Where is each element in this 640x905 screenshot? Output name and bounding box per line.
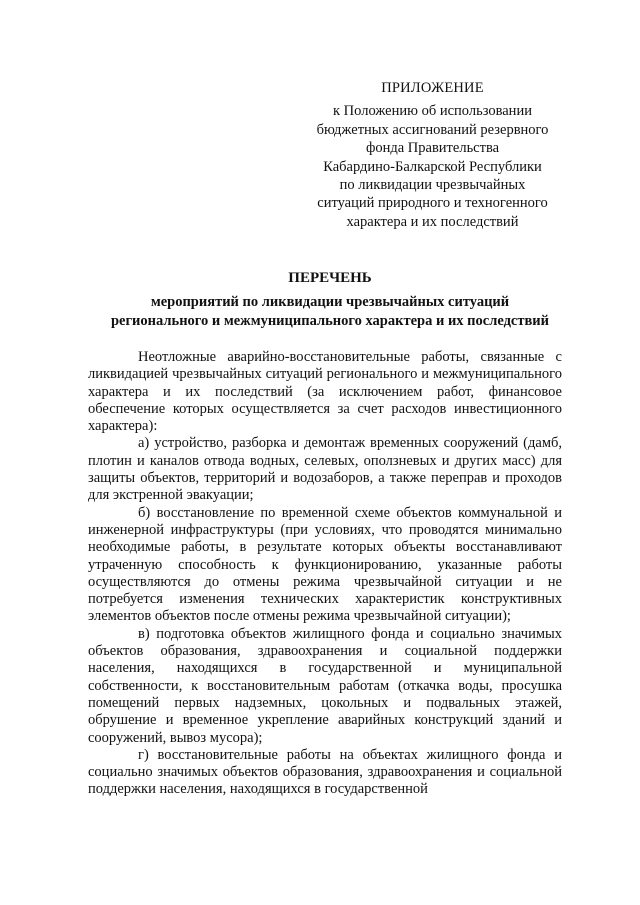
appendix-line: по ликвидации чрезвычайных (339, 177, 526, 194)
paragraph-item-g: г) восстановительные работы на объектах жилищного фонда и социально значимых объектов образования, здравоохранения и социальной поддержки населения, находящихся в государственной (88, 746, 562, 798)
subtitle-line: регионального и межмуниципального характера и их последствий (110, 312, 550, 329)
document-body (88, 349, 562, 799)
appendix-line: Кабардино-Балкарской Республики (323, 158, 542, 175)
appendix-line: к Положению об использовании (333, 103, 532, 120)
appendix-line: фонда Правительства (365, 140, 500, 157)
appendix-block (300, 79, 565, 231)
appendix-line: характера и их последствий (346, 213, 519, 230)
document-title: ПЕРЕЧЕНЬ (288, 270, 372, 286)
paragraph-item-a: а) устройство, разборка и демонтаж временных сооружений (дамб, плотин и каналов отвода водных, селевых, оползневых и других масс) для защиты объектов, территорий и водозаборов, а также переправ и проходов для экстренной эвакуации; (88, 435, 562, 504)
appendix-line: ситуаций природного и техногенного (317, 195, 548, 212)
appendix-title: ПРИЛОЖЕНИЕ (381, 80, 484, 96)
subtitle-line: мероприятий по ликвидации чрезвычайных ситуаций (150, 294, 510, 310)
paragraph-intro: Неотложные аварийно-восстановительные работы, связанные с ликвидацией чрезвычайных ситуаций регионального и межмуниципального характера и их последствий (за исключением работ, финансовое обеспечение которых осуществляется за счет расходов инвестиционного характера): (88, 349, 562, 435)
paragraph-item-v: в) подготовка объектов жилищного фонда и социально значимых объектов образования, здравоохранения и социальной поддержки населения, находящихся в государственной и муниципальной собственности, к восстановительным работам (откачка воды, просушка помещений первых надземных, цокольных и подвальных этажей, обрушение и временное укрепление аварийных конструкций зданий и сооружений, вывоз мусора); (88, 625, 562, 746)
document-subtitle (80, 293, 580, 330)
appendix-line: бюджетных ассигнований резервного (316, 121, 549, 138)
paragraph-item-b: б) восстановление по временной схеме объектов коммунальной и инженерной инфраструктуры (при условиях, что проводятся минимально необходимые работы, в результате которых объекты восстанавливают утраченную способность к функционированию, указанные работы осуществляются до отмены режима чрезвычайной ситуации и не потребуется изменения технических характеристик конструктивных элементов объектов после отмены режима чрезвычайной ситуации); (88, 504, 562, 625)
